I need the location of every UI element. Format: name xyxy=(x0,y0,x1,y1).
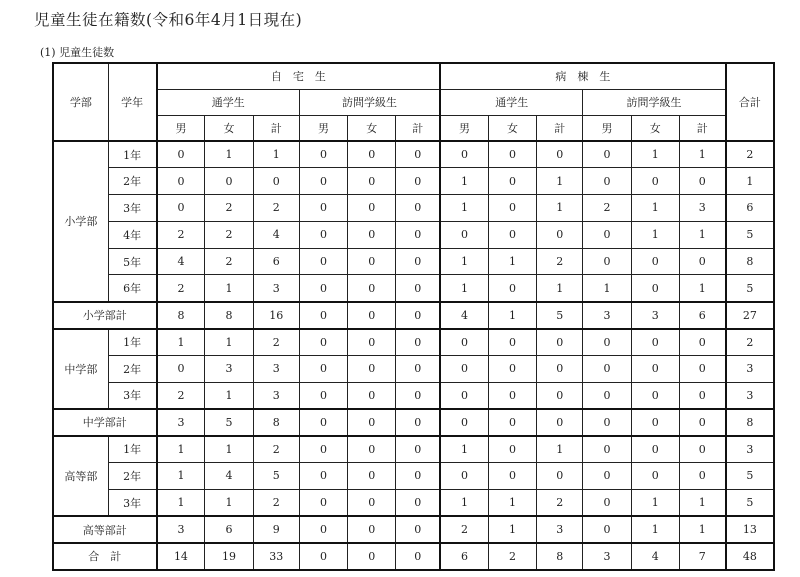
value-cell: 0 xyxy=(679,248,725,275)
header-sum: 計 xyxy=(537,115,583,141)
value-cell: 0 xyxy=(396,195,440,222)
value-cell: 2 xyxy=(253,436,299,463)
value-cell: 0 xyxy=(157,355,205,382)
value-cell: 0 xyxy=(679,409,725,436)
value-cell: 0 xyxy=(299,489,347,516)
header-gakubu: 学部 xyxy=(53,63,108,141)
value-cell: 6 xyxy=(679,302,725,329)
value-cell: 0 xyxy=(157,141,205,168)
value-cell: 1 xyxy=(488,516,536,543)
value-cell: 0 xyxy=(631,329,679,356)
value-cell: 1 xyxy=(537,436,583,463)
value-cell: 0 xyxy=(348,409,396,436)
grade-label: 3年 xyxy=(108,382,156,409)
value-cell: 1 xyxy=(631,141,679,168)
value-cell: 0 xyxy=(679,382,725,409)
value-cell: 4 xyxy=(440,302,488,329)
value-cell: 0 xyxy=(396,141,440,168)
value-cell: 3 xyxy=(726,382,774,409)
value-cell: 0 xyxy=(205,168,253,195)
value-cell: 1 xyxy=(205,329,253,356)
value-cell: 0 xyxy=(348,248,396,275)
value-cell: 1 xyxy=(679,221,725,248)
value-cell: 1 xyxy=(157,489,205,516)
value-cell: 0 xyxy=(488,329,536,356)
value-cell: 1 xyxy=(253,141,299,168)
value-cell: 0 xyxy=(488,141,536,168)
value-cell: 0 xyxy=(299,275,347,302)
value-cell: 0 xyxy=(396,248,440,275)
value-cell: 0 xyxy=(348,436,396,463)
value-cell: 0 xyxy=(299,436,347,463)
value-cell: 0 xyxy=(631,436,679,463)
value-cell: 0 xyxy=(299,141,347,168)
header-home-commute: 通学生 xyxy=(157,89,300,115)
value-cell: 8 xyxy=(726,409,774,436)
grand-total-row xyxy=(53,543,774,570)
value-cell: 1 xyxy=(440,436,488,463)
table-row xyxy=(53,221,774,248)
value-cell: 0 xyxy=(396,543,440,570)
value-cell: 2 xyxy=(205,195,253,222)
subtotal-row xyxy=(53,516,774,543)
value-cell: 3 xyxy=(537,516,583,543)
value-cell: 0 xyxy=(348,382,396,409)
value-cell: 0 xyxy=(348,141,396,168)
value-cell: 0 xyxy=(488,195,536,222)
value-cell: 0 xyxy=(348,355,396,382)
value-cell: 1 xyxy=(205,275,253,302)
dept-label: 中学部 xyxy=(53,329,108,409)
value-cell: 0 xyxy=(631,409,679,436)
value-cell: 0 xyxy=(679,355,725,382)
table-row xyxy=(53,141,774,168)
value-cell: 2 xyxy=(205,221,253,248)
value-cell: 7 xyxy=(679,543,725,570)
value-cell: 1 xyxy=(205,382,253,409)
value-cell: 0 xyxy=(537,382,583,409)
value-cell: 0 xyxy=(348,168,396,195)
grand-total-label: 合 計 xyxy=(53,543,157,570)
subtotal-row xyxy=(53,409,774,436)
value-cell: 16 xyxy=(253,302,299,329)
value-cell: 0 xyxy=(537,141,583,168)
subtotal-label: 中学部計 xyxy=(53,409,157,436)
header-sum: 計 xyxy=(253,115,299,141)
value-cell: 4 xyxy=(157,248,205,275)
value-cell: 0 xyxy=(537,329,583,356)
header-sum: 計 xyxy=(396,115,440,141)
value-cell: 1 xyxy=(726,168,774,195)
grade-label: 3年 xyxy=(108,489,156,516)
value-cell: 0 xyxy=(583,221,631,248)
value-cell: 3 xyxy=(679,195,725,222)
value-cell: 0 xyxy=(396,329,440,356)
value-cell: 5 xyxy=(253,463,299,490)
value-cell: 0 xyxy=(348,195,396,222)
value-cell: 1 xyxy=(205,141,253,168)
value-cell: 0 xyxy=(299,195,347,222)
value-cell: 0 xyxy=(583,516,631,543)
value-cell: 1 xyxy=(631,489,679,516)
value-cell: 19 xyxy=(205,543,253,570)
value-cell: 1 xyxy=(440,248,488,275)
header-female: 女 xyxy=(631,115,679,141)
header-row-3 xyxy=(53,115,774,141)
grade-label: 3年 xyxy=(108,195,156,222)
value-cell: 14 xyxy=(157,543,205,570)
header-female: 女 xyxy=(205,115,253,141)
value-cell: 1 xyxy=(205,436,253,463)
value-cell: 1 xyxy=(157,463,205,490)
grade-label: 4年 xyxy=(108,221,156,248)
value-cell: 1 xyxy=(679,141,725,168)
value-cell: 0 xyxy=(348,275,396,302)
grade-label: 1年 xyxy=(108,141,156,168)
value-cell: 48 xyxy=(726,543,774,570)
value-cell: 3 xyxy=(631,302,679,329)
table-row xyxy=(53,436,774,463)
value-cell: 0 xyxy=(299,463,347,490)
value-cell: 0 xyxy=(396,516,440,543)
value-cell: 2 xyxy=(488,543,536,570)
grade-label: 2年 xyxy=(108,168,156,195)
value-cell: 0 xyxy=(488,409,536,436)
value-cell: 0 xyxy=(440,329,488,356)
value-cell: 0 xyxy=(537,221,583,248)
value-cell: 0 xyxy=(583,489,631,516)
header-home-visit: 訪問学級生 xyxy=(299,89,440,115)
value-cell: 1 xyxy=(488,302,536,329)
value-cell: 3 xyxy=(253,355,299,382)
value-cell: 0 xyxy=(679,329,725,356)
value-cell: 0 xyxy=(440,355,488,382)
value-cell: 5 xyxy=(726,463,774,490)
value-cell: 0 xyxy=(299,221,347,248)
value-cell: 1 xyxy=(631,516,679,543)
value-cell: 0 xyxy=(488,275,536,302)
grade-label: 1年 xyxy=(108,329,156,356)
value-cell: 8 xyxy=(537,543,583,570)
section-subtitle: (1) 児童生徒数 xyxy=(40,46,115,59)
dept-label: 高等部 xyxy=(53,436,108,516)
value-cell: 5 xyxy=(726,489,774,516)
value-cell: 6 xyxy=(726,195,774,222)
value-cell: 0 xyxy=(679,436,725,463)
value-cell: 5 xyxy=(537,302,583,329)
value-cell: 2 xyxy=(440,516,488,543)
value-cell: 0 xyxy=(396,463,440,490)
value-cell: 0 xyxy=(396,382,440,409)
value-cell: 0 xyxy=(396,302,440,329)
page-title: 児童生徒在籍数(令和6年4月1日現在) xyxy=(34,11,303,29)
value-cell: 0 xyxy=(488,382,536,409)
value-cell: 1 xyxy=(488,489,536,516)
value-cell: 0 xyxy=(583,168,631,195)
value-cell: 0 xyxy=(440,409,488,436)
value-cell: 0 xyxy=(631,355,679,382)
value-cell: 0 xyxy=(537,409,583,436)
value-cell: 1 xyxy=(631,195,679,222)
table-row xyxy=(53,248,774,275)
value-cell: 2 xyxy=(157,275,205,302)
value-cell: 0 xyxy=(631,248,679,275)
value-cell: 27 xyxy=(726,302,774,329)
value-cell: 3 xyxy=(726,436,774,463)
value-cell: 5 xyxy=(726,221,774,248)
value-cell: 1 xyxy=(583,275,631,302)
header-male: 男 xyxy=(157,115,205,141)
grade-label: 5年 xyxy=(108,248,156,275)
value-cell: 0 xyxy=(488,168,536,195)
value-cell: 0 xyxy=(631,168,679,195)
value-cell: 3 xyxy=(157,516,205,543)
value-cell: 0 xyxy=(488,436,536,463)
value-cell: 0 xyxy=(679,168,725,195)
value-cell: 4 xyxy=(205,463,253,490)
header-row-1 xyxy=(53,63,774,89)
value-cell: 0 xyxy=(299,516,347,543)
table-row xyxy=(53,195,774,222)
grade-label: 1年 xyxy=(108,436,156,463)
value-cell: 0 xyxy=(583,436,631,463)
header-male: 男 xyxy=(299,115,347,141)
value-cell: 0 xyxy=(299,302,347,329)
value-cell: 1 xyxy=(205,489,253,516)
value-cell: 1 xyxy=(631,221,679,248)
value-cell: 3 xyxy=(157,409,205,436)
value-cell: 3 xyxy=(253,275,299,302)
table-row xyxy=(53,382,774,409)
value-cell: 0 xyxy=(299,355,347,382)
value-cell: 0 xyxy=(488,221,536,248)
value-cell: 3 xyxy=(205,355,253,382)
table-row xyxy=(53,275,774,302)
value-cell: 6 xyxy=(205,516,253,543)
value-cell: 0 xyxy=(488,463,536,490)
value-cell: 3 xyxy=(583,302,631,329)
value-cell: 0 xyxy=(253,168,299,195)
value-cell: 1 xyxy=(679,489,725,516)
table-row xyxy=(53,168,774,195)
value-cell: 1 xyxy=(157,436,205,463)
value-cell: 0 xyxy=(299,409,347,436)
header-row-2 xyxy=(53,89,774,115)
header-ward-visit: 訪問学級生 xyxy=(583,89,726,115)
value-cell: 0 xyxy=(396,489,440,516)
grade-label: 2年 xyxy=(108,355,156,382)
value-cell: 2 xyxy=(537,489,583,516)
value-cell: 0 xyxy=(488,355,536,382)
dept-label: 小学部 xyxy=(53,141,108,302)
value-cell: 0 xyxy=(348,489,396,516)
value-cell: 0 xyxy=(157,168,205,195)
value-cell: 2 xyxy=(253,329,299,356)
value-cell: 2 xyxy=(537,248,583,275)
value-cell: 0 xyxy=(631,382,679,409)
value-cell: 0 xyxy=(631,463,679,490)
value-cell: 0 xyxy=(396,355,440,382)
subtotal-row xyxy=(53,302,774,329)
header-home: 自 宅 生 xyxy=(157,63,441,89)
header-total: 合計 xyxy=(726,63,774,141)
value-cell: 0 xyxy=(440,141,488,168)
value-cell: 13 xyxy=(726,516,774,543)
value-cell: 0 xyxy=(348,463,396,490)
value-cell: 0 xyxy=(537,463,583,490)
value-cell: 1 xyxy=(537,195,583,222)
value-cell: 0 xyxy=(583,409,631,436)
value-cell: 1 xyxy=(679,516,725,543)
header-male: 男 xyxy=(440,115,488,141)
value-cell: 0 xyxy=(583,248,631,275)
value-cell: 2 xyxy=(157,382,205,409)
value-cell: 4 xyxy=(631,543,679,570)
table-body xyxy=(53,63,774,570)
table-row xyxy=(53,355,774,382)
value-cell: 2 xyxy=(253,195,299,222)
value-cell: 0 xyxy=(299,382,347,409)
value-cell: 33 xyxy=(253,543,299,570)
enrollment-table xyxy=(52,62,775,571)
grade-label: 2年 xyxy=(108,463,156,490)
value-cell: 0 xyxy=(157,195,205,222)
value-cell: 3 xyxy=(726,355,774,382)
value-cell: 0 xyxy=(583,463,631,490)
value-cell: 0 xyxy=(348,221,396,248)
value-cell: 5 xyxy=(726,275,774,302)
value-cell: 0 xyxy=(440,382,488,409)
value-cell: 0 xyxy=(396,436,440,463)
value-cell: 9 xyxy=(253,516,299,543)
value-cell: 0 xyxy=(440,463,488,490)
value-cell: 0 xyxy=(583,355,631,382)
header-gakunen: 学年 xyxy=(108,63,156,141)
value-cell: 1 xyxy=(440,275,488,302)
value-cell: 1 xyxy=(440,168,488,195)
value-cell: 3 xyxy=(583,543,631,570)
value-cell: 0 xyxy=(299,543,347,570)
value-cell: 0 xyxy=(583,329,631,356)
value-cell: 0 xyxy=(631,275,679,302)
value-cell: 0 xyxy=(299,248,347,275)
value-cell: 0 xyxy=(348,329,396,356)
value-cell: 6 xyxy=(440,543,488,570)
subtotal-label: 小学部計 xyxy=(53,302,157,329)
value-cell: 0 xyxy=(440,221,488,248)
value-cell: 6 xyxy=(253,248,299,275)
header-sum: 計 xyxy=(679,115,725,141)
value-cell: 8 xyxy=(253,409,299,436)
value-cell: 3 xyxy=(253,382,299,409)
value-cell: 0 xyxy=(396,409,440,436)
subtotal-label: 高等部計 xyxy=(53,516,157,543)
value-cell: 1 xyxy=(679,275,725,302)
value-cell: 1 xyxy=(440,489,488,516)
value-cell: 2 xyxy=(157,221,205,248)
value-cell: 2 xyxy=(253,489,299,516)
header-female: 女 xyxy=(348,115,396,141)
table-row xyxy=(53,463,774,490)
value-cell: 2 xyxy=(583,195,631,222)
table-row xyxy=(53,489,774,516)
value-cell: 0 xyxy=(396,168,440,195)
value-cell: 0 xyxy=(583,141,631,168)
value-cell: 0 xyxy=(537,355,583,382)
value-cell: 0 xyxy=(396,275,440,302)
value-cell: 1 xyxy=(440,195,488,222)
value-cell: 0 xyxy=(299,329,347,356)
table-row xyxy=(53,329,774,356)
value-cell: 1 xyxy=(488,248,536,275)
value-cell: 8 xyxy=(157,302,205,329)
value-cell: 0 xyxy=(348,302,396,329)
value-cell: 1 xyxy=(537,275,583,302)
value-cell: 5 xyxy=(205,409,253,436)
value-cell: 1 xyxy=(157,329,205,356)
header-ward-commute: 通学生 xyxy=(440,89,583,115)
header-female: 女 xyxy=(488,115,536,141)
value-cell: 4 xyxy=(253,221,299,248)
value-cell: 2 xyxy=(205,248,253,275)
header-male: 男 xyxy=(583,115,631,141)
value-cell: 1 xyxy=(537,168,583,195)
value-cell: 2 xyxy=(726,329,774,356)
value-cell: 8 xyxy=(205,302,253,329)
header-ward: 病 棟 生 xyxy=(440,63,726,89)
value-cell: 0 xyxy=(348,543,396,570)
value-cell: 0 xyxy=(348,516,396,543)
value-cell: 0 xyxy=(396,221,440,248)
value-cell: 0 xyxy=(299,168,347,195)
value-cell: 8 xyxy=(726,248,774,275)
value-cell: 0 xyxy=(583,382,631,409)
grade-label: 6年 xyxy=(108,275,156,302)
value-cell: 2 xyxy=(726,141,774,168)
value-cell: 0 xyxy=(679,463,725,490)
